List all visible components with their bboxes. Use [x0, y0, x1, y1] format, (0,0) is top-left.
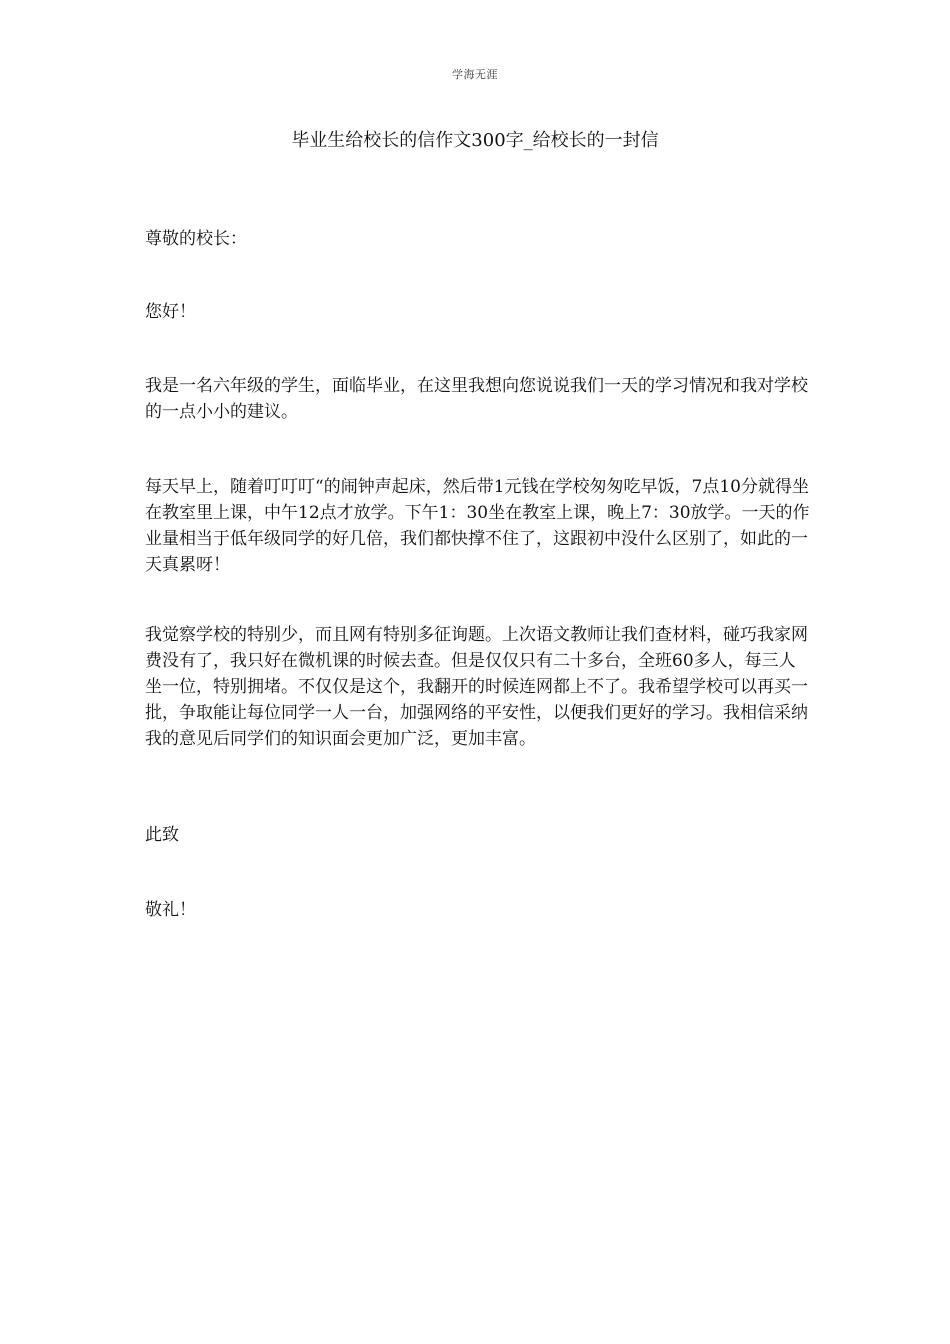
regards-text: 敬礼！: [145, 900, 196, 920]
paragraph-text: 每天早上，随着叮叮叮“的闹钟声起床，然后带1元钱在学校匆匆吃早饭，7点10分就得坐在教室里上课，中午12点才放学。下午1：30坐在教室上课，晚上7：30放学。一天的作业量相当于低年级同学的好几倍，我们都快撑不住了，这跟初中没什么区别了，如此的一天真累呀！: [145, 477, 810, 575]
greeting-text: 您好！: [145, 302, 196, 322]
paragraph: [145, 622, 810, 752]
paragraph: [145, 474, 810, 578]
closing-text: 此致: [145, 825, 179, 845]
closing-regards: [145, 897, 810, 923]
closing-line: [145, 822, 810, 848]
paragraph-text: 我觉察学校的特别少，而且网有特别多征询题。上次语文教师让我们查材料，碰巧我家网费没有了，我只好在微机课的时候去查。但是仅仅只有二十多台，全班60多人，每三人坐一位，特别拥堵。不仅仅是这个，我翻开的时候连网都上不了。我希望学校可以再买一批，争取能让每位同学一人一台，加强网络的平安性，以便我们更好的学习。我相信采纳我的意见后同学们的知识面会更加广泛，更加丰富。: [145, 625, 808, 749]
greeting: [145, 299, 810, 325]
document-title: 毕业生给校长的信作文300字_给校长的一封信: [291, 130, 659, 151]
paragraph-text: 我是一名六年级的学生，面临毕业，在这里我想向您说说我们一天的学习情况和我对学校的一点小小的建议。: [145, 376, 808, 422]
salutation: [145, 226, 810, 252]
salutation-text: 尊敬的校长：: [145, 229, 247, 249]
page-header: 学海无涯: [452, 68, 498, 81]
paragraph: [145, 373, 810, 425]
